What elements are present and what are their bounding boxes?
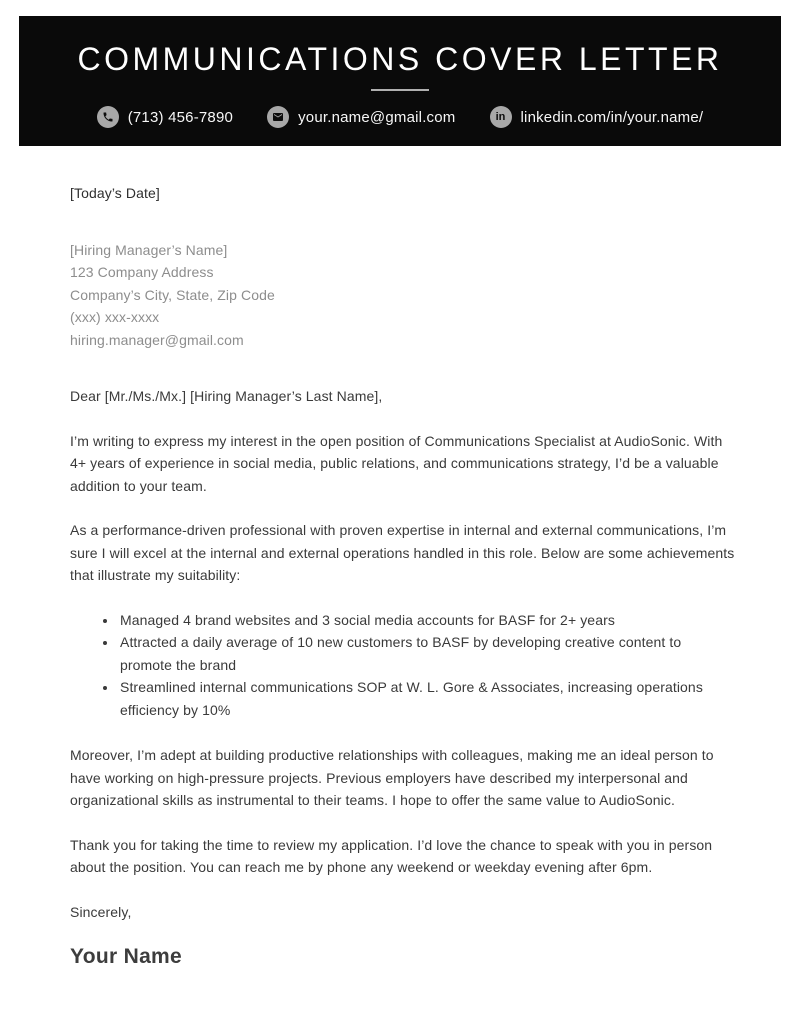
page-title: COMMUNICATIONS COVER LETTER — [77, 41, 723, 77]
header-banner — [19, 16, 781, 146]
achievements-list — [70, 609, 736, 722]
email-icon — [267, 106, 289, 128]
salutation: Dear [Mr./Ms./Mx.] [Hiring Manager’s Last Name], — [70, 388, 383, 404]
achievement-item: • Streamlined internal communications SOP at W. L. Gore & Associates, increasing operations efficiency by 10% — [118, 676, 736, 721]
letter-body — [0, 146, 800, 969]
recipient-block — [70, 239, 736, 352]
phone-icon — [97, 106, 119, 128]
contact-phone — [97, 106, 233, 128]
date-line: [Today’s Date] — [70, 185, 160, 201]
relationships-paragraph: Moreover, I’m adept at building productive relationships with colleagues, making me an ideal person to have working on high-pressure projects. Previous employers have described my interpersonal and organizational skills as instrumental to their teams. I hope to offer the same value to AudioSonic. — [70, 747, 714, 808]
thank-you-paragraph: Thank you for taking the time to review my application. I’d love the chance to speak with you in person about the position. You can reach me by phone any weekend or weekday evening after 6pm. — [70, 836, 713, 875]
recipient-city-state-zip: Company’s City, State, Zip Code — [70, 286, 275, 303]
intro-paragraph: I’m writing to express my interest in the open position of Communications Specialist at AudioSonic. With 4+ years of experience in social media, public relations, and communications strategy, I’d be a valuable addition to your team. — [70, 432, 723, 494]
recipient-name: [Hiring Manager’s Name] — [70, 241, 228, 258]
valediction: Sincerely, — [70, 903, 132, 920]
linkedin-icon: in — [490, 106, 512, 128]
email-address: your.name@gmail.com — [298, 108, 456, 126]
contact-email — [267, 106, 455, 128]
recipient-address: 123 Company Address — [70, 264, 214, 280]
recipient-email: hiring.manager@gmail.com — [70, 331, 244, 348]
title-divider — [371, 89, 429, 91]
contact-row — [19, 106, 781, 128]
achievement-item: • Managed 4 brand websites and 3 social media accounts for BASF for 2+ years — [118, 609, 736, 632]
signature-name: Your Name — [70, 945, 183, 968]
expertise-paragraph: As a performance-driven professional with proven expertise in internal and external communications, I’m sure I will excel at the internal and external operations handled in this role. Below are some achievements that illustrate my suitability: — [70, 522, 735, 583]
linkedin-url: linkedin.com/in/your.name/ — [520, 108, 704, 126]
achievement-item: • Attracted a daily average of 10 new customers to BASF by developing creative content to promote the brand — [118, 631, 736, 676]
recipient-phone: (xxx) xxx-xxxx — [70, 309, 160, 325]
phone-number: (713) 456-7890 — [127, 108, 234, 126]
contact-linkedin — [490, 106, 704, 128]
